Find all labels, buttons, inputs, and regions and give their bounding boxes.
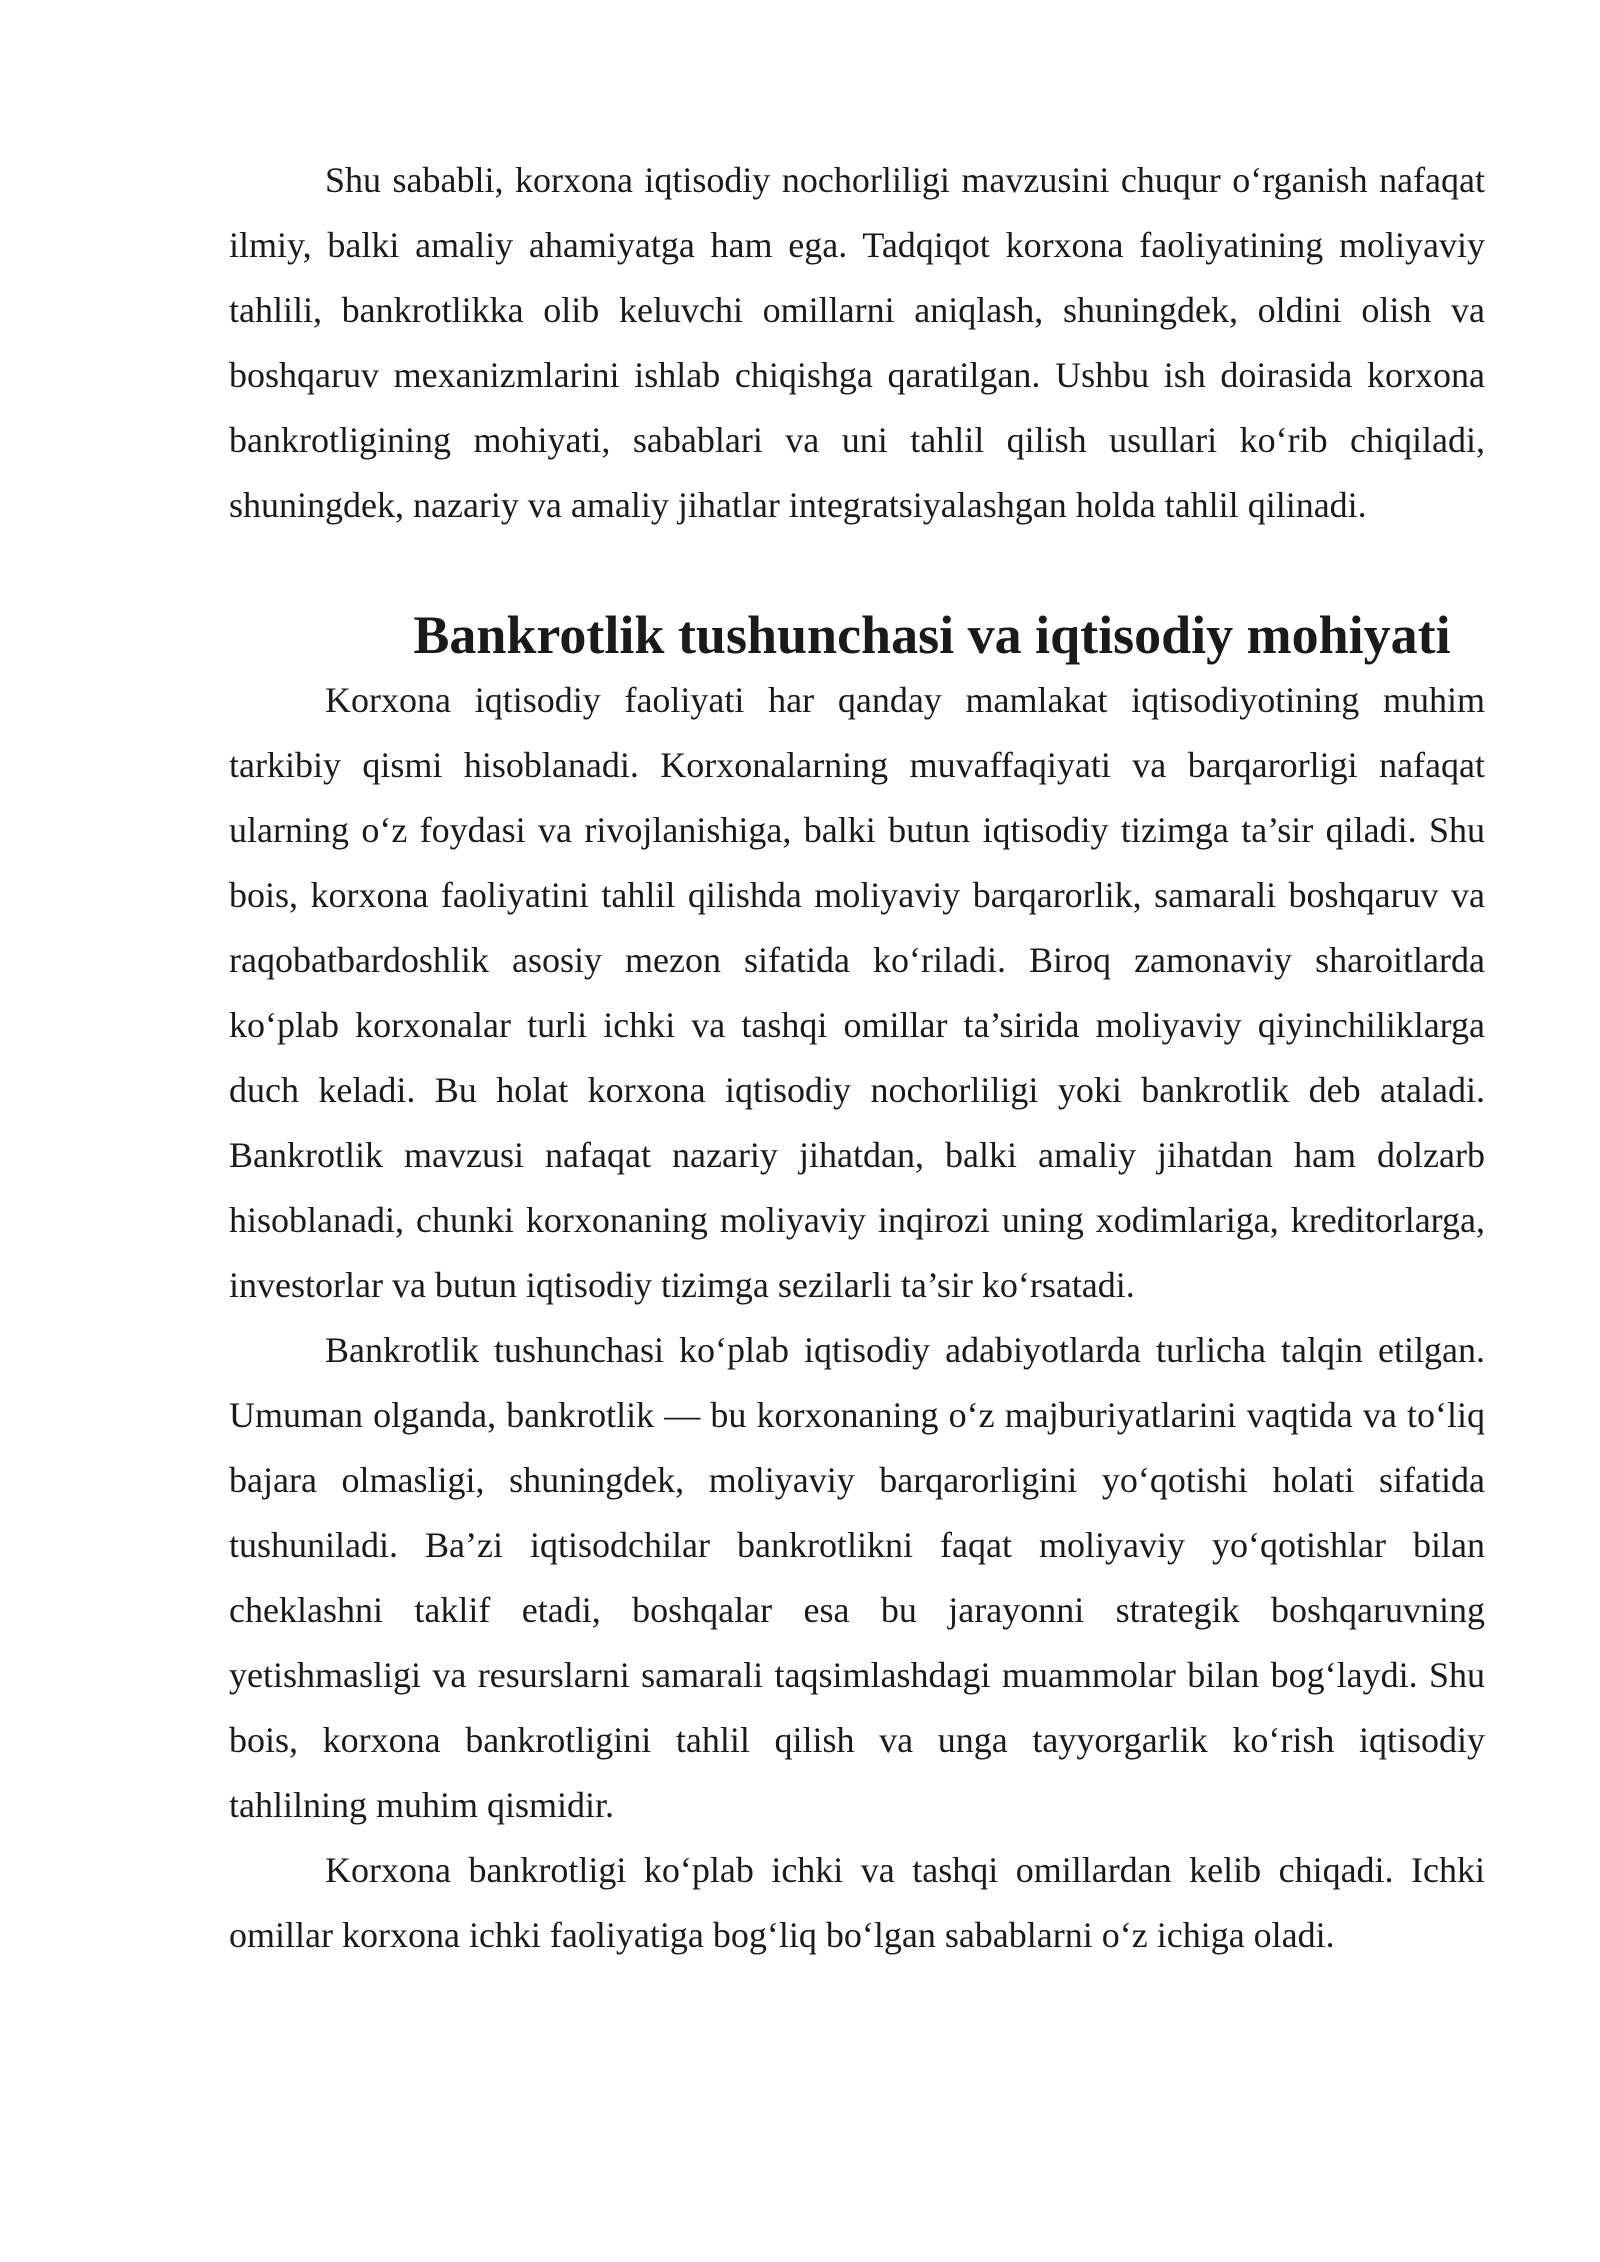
paragraph-section-3: Korxona bankrotligi ko‘plab ichki va tashqi omillardan kelib chiqadi. Ichki omillar korxona ichki faoliyatiga bog‘liq bo‘lgan sabablarni o‘z ichiga oladi. <box>229 1850 1485 1955</box>
document-page <box>229 148 1485 1968</box>
paragraph-section-2: Bankrotlik tushunchasi ko‘plab iqtisodiy adabiyotlarda turlicha talqin etilgan. Umuman olganda, bankrotlik — bu korxonaning o‘z majburiyatlarini vaqtida va to‘liq bajara olmasligi, shuningdek, moliyaviy barqarorligini yo‘qotishi holati sifatida tushuniladi. Ba’zi iqtisodchilar bankrotlikni faqat moliyaviy yo‘qotishlar bilan cheklashni taklif etadi, boshqalar esa bu jarayonni strategik boshqaruvning yetishmasligi va resurslarni samarali taqsimlashdagi muammolar bilan bog‘laydi. Shu bois, korxona bankrotligini tahlil qilish va unga tayyorgarlik ko‘rish iqtisodiy tahlilning muhim qismidir. <box>229 1330 1485 1825</box>
paragraph-intro: Shu sababli, korxona iqtisodiy nochorliligi mavzusini chuqur o‘rganish nafaqat ilmiy, balki amaliy ahamiyatga ham ega. Tadqiqot korxona faoliyatining moliyaviy tahlili, bankrotlikka olib keluvchi omillarni aniqlash, shuningdek, oldini olish va boshqaruv mexanizmlarini ishlab chiqishga qaratilgan. Ushbu ish doirasida korxona bankrotligining mohiyati, sabablari va uni tahlil qilish usullari ko‘rib chiqiladi, shuningdek, nazariy va amaliy jihatlar integratsiyalashgan holda tahlil qilinadi. <box>229 160 1485 525</box>
paragraph-section-1: Korxona iqtisodiy faoliyati har qanday mamlakat iqtisodiyotining muhim tarkibiy qismi hisoblanadi. Korxonalarning muvaffaqiyati va barqarorligi nafaqat ularning o‘z foydasi va rivojlanishiga, balki butun iqtisodiy tizimga ta’sir qiladi. Shu bois, korxona faoliyatini tahlil qilishda moliyaviy barqarorlik, samarali boshqaruv va raqobatbardoshlik asosiy mezon sifatida ko‘riladi. Biroq zamonaviy sharoitlarda ko‘plab korxonalar turli ichki va tashqi omillar ta’sirida moliyaviy qiyinchiliklarga duch keladi. Bu holat korxona iqtisodiy nochorliligi yoki bankrotlik deb ataladi. Bankrotlik mavzusi nafaqat nazariy jihatdan, balki amaliy jihatdan ham dolzarb hisoblanadi, chunki korxonaning moliyaviy inqirozi uning xodimlariga, kreditorlarga, investorlar va butun iqtisodiy tizimga sezilarli ta’sir ko‘rsatadi. <box>229 680 1485 1305</box>
section-heading: Bankrotlik tushunchasi va iqtisodiy mohiyati <box>413 605 1451 665</box>
